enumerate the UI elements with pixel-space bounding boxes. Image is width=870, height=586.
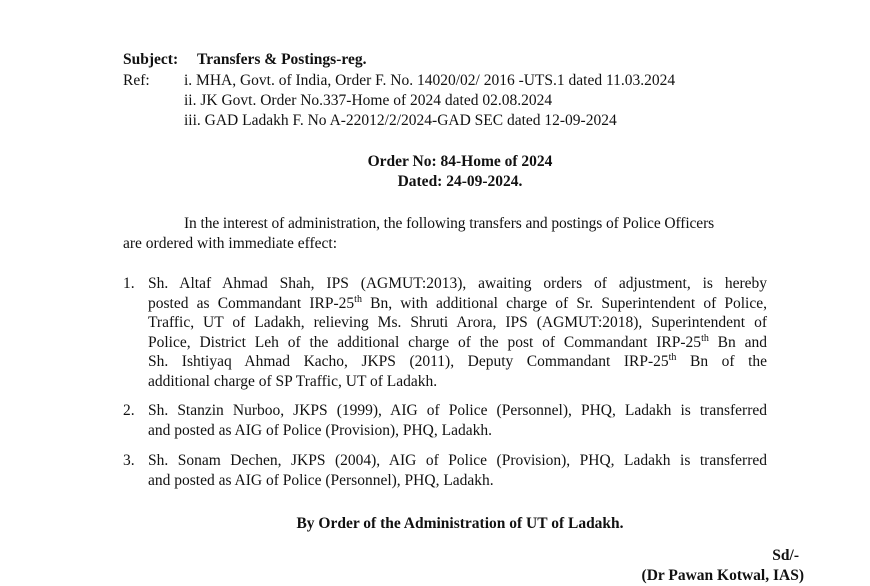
item3-line-2: and posted as AIG of Police (Personnel), PHQ, Ladakh. (148, 471, 494, 489)
subject-text: Transfers & Postings-reg. (197, 51, 367, 68)
signature-name: (Dr Pawan Kotwal, IAS) (641, 567, 804, 584)
item1-line-5: Sh. Ishtiyaq Ahmad Kacho, JKPS (2011), Deputy Commandant IRP-25th Bn of the (148, 352, 768, 370)
ref-line-1: i. MHA, Govt. of India, Order F. No. 14020/02/ 2016 -UTS.1 dated 11.03.2024 (184, 72, 676, 89)
order-dated: Dated: 24-09-2024. (397, 173, 523, 190)
item-number-2: 2. (123, 402, 135, 419)
item1-line-3: Traffic, UT of Ladakh, relieving Ms. Shruti Arora, IPS (AGMUT:2018), Superintendent of (148, 314, 767, 331)
list-item (148, 401, 767, 440)
item2-line-2: and posted as AIG of Police (Provision), PHQ, Ladakh. (148, 421, 492, 439)
ref-label: Ref: (123, 72, 150, 89)
list-item (148, 274, 767, 391)
order-number: Order No: 84-Home of 2024 (367, 153, 553, 170)
list-item (148, 451, 767, 490)
item1-line-2: posted as Commandant IRP-25th Bn, with additional charge of Sr. Superintendent of Police, (148, 293, 768, 312)
clipped-top-text (150, 0, 154, 6)
item3-line-1: Sh. Sonam Dechen, JKPS (2004), AIG of Police (Provision), PHQ, Ladakh is transferred (148, 452, 767, 469)
signature-sd: Sd/- (772, 547, 799, 564)
item2-line-1: Sh. Stanzin Nurboo, JKPS (1999), AIG of Police (Personnel), PHQ, Ladakh is transferred (148, 402, 767, 419)
ref-line-2: ii. JK Govt. Order No.337-Home of 2024 dated 02.08.2024 (184, 92, 553, 109)
intro-line-1: In the interest of administration, the following transfers and postings of Police Officers (184, 215, 715, 232)
item-number-3: 3. (123, 452, 135, 469)
item1-line-4: Police, District Leh of the additional charge of the post of Commandant IRP-25th Bn and (148, 332, 767, 351)
ref-line-3: iii. GAD Ladakh F. No A-22012/2/2024-GAD SEC dated 12-09-2024 (184, 112, 617, 129)
item1-line-1: Sh. Altaf Ahmad Shah, IPS (AGMUT:2013), awaiting orders of adjustment, is hereby (148, 275, 767, 292)
item1-line-6: additional charge of SP Traffic, UT of Ladakh. (148, 372, 438, 390)
subject-label: Subject: (123, 51, 179, 68)
item-number-1: 1. (123, 275, 135, 292)
intro-line-2: are ordered with immediate effect: (123, 235, 338, 252)
closing-line: By Order of the Administration of UT of Ladakh. (296, 515, 624, 532)
